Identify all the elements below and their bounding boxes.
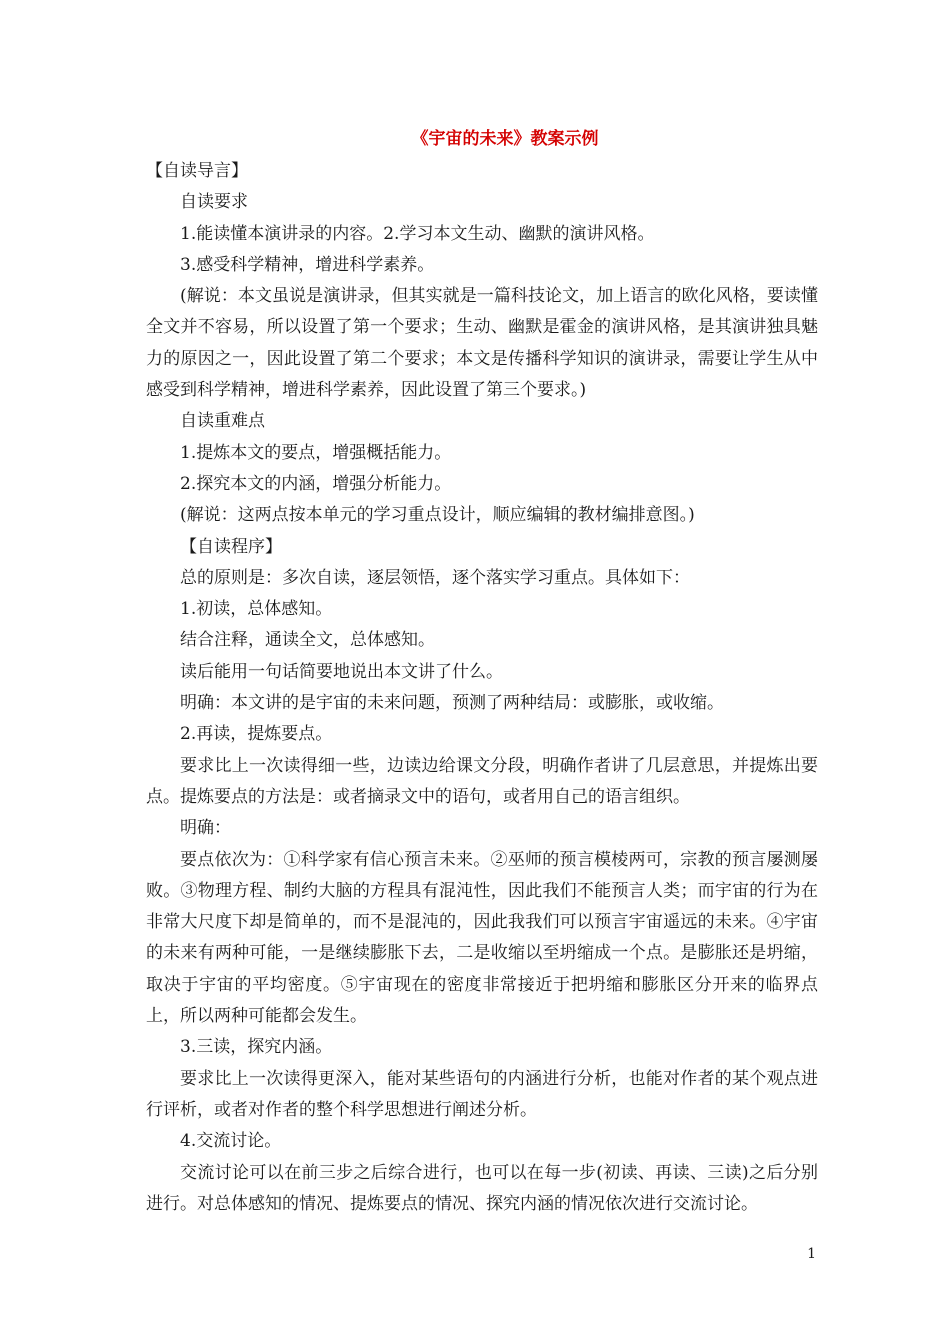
paragraph: 明确： (180, 818, 231, 839)
paragraph: 总的原则是：多次自读，逐层领悟，逐个落实学习重点。具体如下： (180, 567, 690, 588)
paragraph: 要求比上一次读得细一些，边读边给课文分段，明确作者讲了几层意思，并提炼出要点。提炼要点的方法是：或者摘录文中的语句，或者用自己的语言组织。 (146, 755, 818, 807)
paragraph: 要求比上一次读得更深入，能对某些语句的内涵进行分析，也能对作者的某个观点进行评析，或者对作者的整个科学思想进行阐述分析。 (146, 1068, 818, 1120)
paragraph: 结合注释，通读全文，总体感知。 (180, 630, 435, 651)
paragraph: 3.感受科学精神，增进科学素养。 (180, 254, 435, 275)
section-heading-reading-procedure: 【自读程序】 (180, 536, 282, 557)
step-heading: 3.三读，探究内涵。 (180, 1037, 333, 1058)
key-points-paragraph: 要点依次为：①科学家有信心预言未来。②巫师的预言模棱两可，宗教的预言屡测屡败。③物理方程、制约大脑的方程具有混沌性，因此我们不能预言人类；而宇宙的行为在非常大尺度下却是简单的，而不是混沌的，因此我我们可以预言宇宙遥远的未来。④宇宙的未来有两种可能，一是继续膨胀下去，二是收缩以至坍缩成一个点。是膨胀还是坍缩，取决于宇宙的平均密度。⑤宇宙现在的密度非常接近于把坍缩和膨胀区分开来的临界点上，所以两种可能都会发生。 (146, 849, 818, 1027)
section-heading-self-reading-intro: 【自读导言】 (146, 161, 248, 181)
paragraph: 读后能用一句话简要地说出本文讲了什么。 (180, 661, 503, 682)
step-heading: 4.交流讨论。 (180, 1131, 282, 1152)
subheading-key-points: 自读重难点 (180, 411, 265, 432)
page-number: 1 (807, 1246, 816, 1262)
paragraph: 交流讨论可以在前三步之后综合进行，也可以在每一步(初读、再读、三读)之后分别进行。对总体感知的情况、提炼要点的情况、探究内涵的情况依次进行交流讨论。 (146, 1162, 818, 1214)
document-body (146, 124, 818, 1220)
paragraph: 明确：本文讲的是宇宙的未来问题，预测了两种结局：或膨胀，或收缩。 (180, 693, 724, 714)
paragraph: 1.提炼本文的要点，增强概括能力。 (180, 442, 452, 463)
explanation-paragraph: (解说：这两点按本单元的学习重点设计，顺应编辑的教材编排意图。) (180, 505, 695, 526)
step-heading: 2.再读，提炼要点。 (180, 724, 333, 745)
subheading-reading-requirements: 自读要求 (180, 192, 248, 213)
explanation-paragraph: (解说：本文虽说是演讲录，但其实就是一篇科技论文，加上语言的欧化风格，要读懂全文并不容易，所以设置了第一个要求；生动、幽默是霍金的演讲风格，是其演讲独具魅力的原因之一，因此设置了第二个要求；本文是传播科学知识的演讲录，需要让学生从中感受到科学精神，增进科学素养，因此设置了第三个要求。) (146, 286, 818, 401)
step-heading: 1.初读，总体感知。 (180, 599, 333, 620)
paragraph: 2.探究本文的内涵，增强分析能力。 (180, 473, 452, 494)
paragraph: 1.能读懂本演讲录的内容。2.学习本文生动、幽默的演讲风格。 (180, 223, 655, 244)
document-title: 《宇宙的未来》教案示例 (411, 129, 599, 149)
